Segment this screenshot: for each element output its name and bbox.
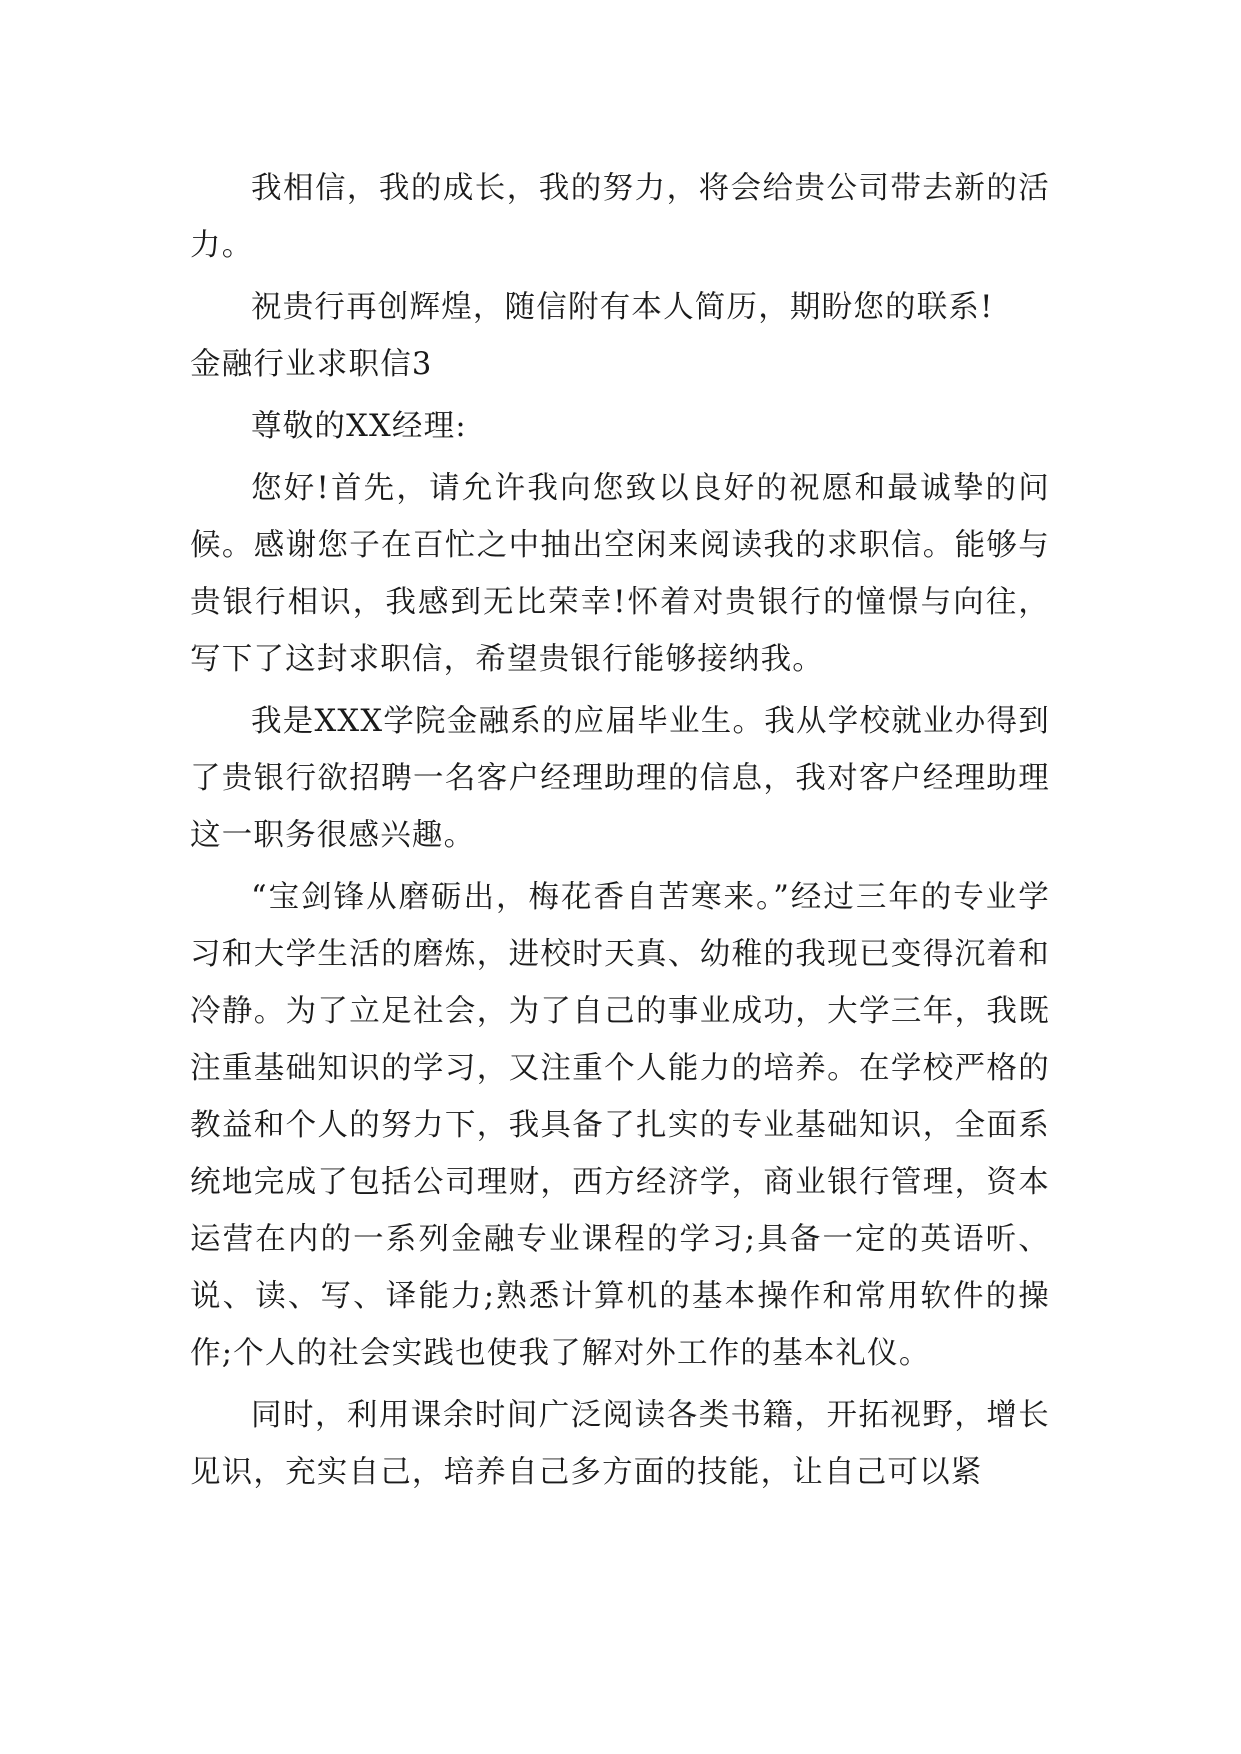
section-title: 金融行业求职信3 (190, 347, 433, 382)
paragraph-closing-belief: 我相信，我的成长，我的努力，将会给贵公司带去新的活力。 (190, 171, 1050, 263)
paragraph-education: “宝剑锋从磨砺出，梅花香自苦寒来。”经过三年的专业学习和大学生活的磨炼，进校时天真、幼稚的我现已变得沉着和冷静。为了立足社会，为了自己的事业成功，大学三年，我既注重基础知识的学习，又注重个人能力的培养。在学校严格的教益和个人的努力下，我具备了扎实的专业基础知识，全面系统地完成了包括公司理财，西方经济学，商业银行管理，资本运营在内的一系列金融专业课程的学习;具备一定的英语听、说、读、写、译能力;熟悉计算机的基本操作和常用软件的操作;个人的社会实践也使我了解对外工作的基本礼仪。 (190, 880, 1050, 1371)
paragraph-introduction: 我是XXX学院金融系的应届毕业生。我从学校就业办得到了贵银行欲招聘一名客户经理助理的信息，我对客户经理助理这一职务很感兴趣。 (190, 704, 1050, 853)
salutation: 尊敬的XX经理: (251, 409, 467, 444)
paragraph-greeting: 您好!首先，请允许我向您致以良好的祝愿和最诚挚的问候。感谢您子在百忙之中抽出空闲来阅读我的求职信。能够与贵银行相识，我感到无比荣幸!怀着对贵银行的憧憬与向往，写下了这封求职信，希望贵银行能够接纳我。 (190, 471, 1050, 677)
paragraph-extracurricular: 同时，利用课余时间广泛阅读各类书籍，开拓视野，增长见识，充实自己，培养自己多方面的技能，让自己可以紧 (190, 1398, 1050, 1490)
paragraph-closing-wish: 祝贵行再创辉煌，随信附有本人简历，期盼您的联系! (251, 290, 994, 325)
document-page (190, 160, 1050, 1501)
